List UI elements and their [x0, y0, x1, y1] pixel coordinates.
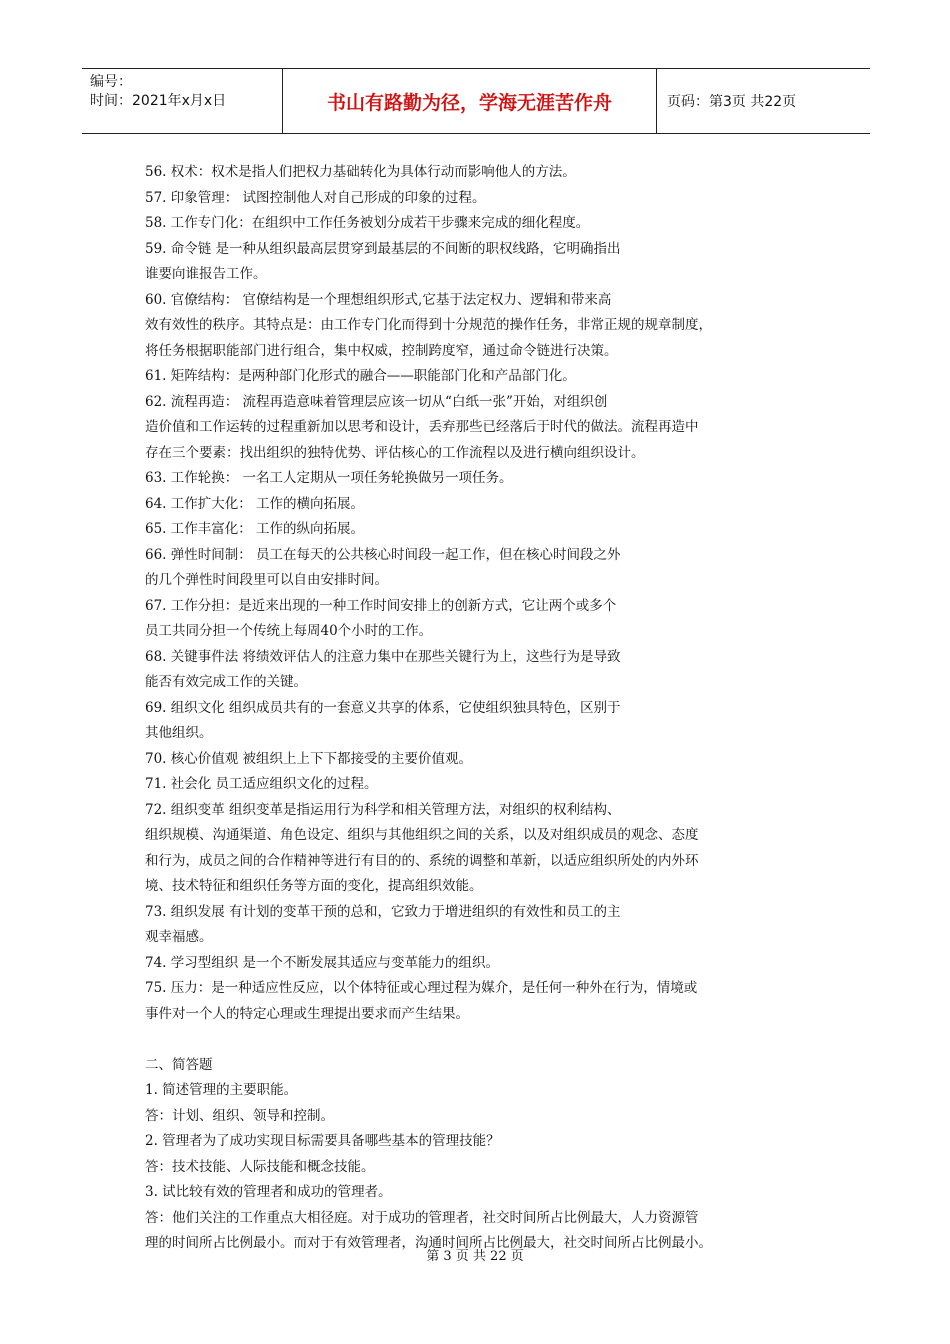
text-line: 73. 组织发展 有计划的变革干预的总和，它致力于增进组织的有效性和员工的主: [145, 903, 621, 920]
text-line: 存在三个要素：找出组织的独特优势、评估核心的工作流程以及进行横向组织设计。: [145, 444, 645, 461]
text-line: 二、简答题: [145, 1056, 213, 1073]
text-line: 事件对一个人的特定心理或生理提出要求而产生结果。: [145, 1005, 469, 1022]
text-line: 62. 流程再造： 流程再造意味着管理层应该一切从“白纸一张”开始，对组织创: [145, 393, 608, 410]
text-line: 65. 工作丰富化： 工作的纵向拓展。: [145, 521, 365, 537]
text-line: 造价值和工作运转的过程重新加以思考和设计，丢弃那些已经落后于时代的做法。流程再造中: [145, 419, 699, 435]
document-date-label: 时间：2021年x月x日: [90, 93, 227, 109]
page-footer: 第 3 页 共 22 页: [426, 1249, 524, 1264]
text-line: 和行为，成员之间的合作精神等进行有目的的、系统的调整和革新，以适应组织所处的内外环: [145, 852, 699, 869]
text-line: 1. 简述管理的主要职能。: [145, 1082, 298, 1098]
text-line: 66. 弹性时间制： 员工在每天的公共核心时间段一起工作，但在核心时间段之外: [145, 546, 621, 563]
text-line: 67. 工作分担：是近来出现的一种工作时间安排上的创新方式，它让两个或多个: [145, 597, 617, 614]
page-header: [82, 68, 870, 134]
text-line: 将任务根据职能部门进行组合，集中权威，控制跨度窄，通过命令链进行决策。: [145, 342, 618, 359]
text-line: 境、技术特征和组织任务等方面的变化，提高组织效能。: [145, 878, 483, 894]
document-code-label: 编号：: [90, 74, 132, 90]
text-line: 答：他们关注的工作重点大相径庭。对于成功的管理者，社交时间所占比例最大，人力资源管: [145, 1209, 699, 1226]
header-meta: [82, 69, 283, 133]
text-line: 70. 核心价值观 被组织上上下下都接受的主要价值观。: [145, 750, 473, 767]
text-line: 56. 权术：权术是指人们把权力基础转化为具体行动而影响他人的方法。: [145, 164, 576, 180]
text-line: 答：技术技能、人际技能和概念技能。: [145, 1158, 375, 1175]
document-body: [145, 160, 813, 1257]
text-line: 75. 压力：是一种适应性反应，以个体特征或心理过程为媒介，是任何一种外在行为，情境或: [145, 980, 698, 996]
text-line: 谁要向谁报告工作。: [145, 266, 267, 282]
text-line: 69. 组织文化 组织成员共有的一套意义共享的体系，它使组织独具特色，区别于: [145, 699, 621, 716]
text-line: 2. 管理者为了成功实现目标需要具备哪些基本的管理技能？: [145, 1133, 500, 1149]
text-line: 理的时间所占比例最小。而对于有效管理者，沟通时间所占比例最大，社交时间所占比例最小。: [145, 1235, 712, 1251]
text-line: 3. 试比较有效的管理者和成功的管理者。: [145, 1184, 392, 1200]
text-line: 60. 官僚结构： 官僚结构是一个理想组织形式,它基于法定权力、逻辑和带来高: [145, 291, 612, 308]
text-line: 72. 组织变革 组织变革是指运用行为科学和相关管理方法，对组织的权利结构、: [145, 801, 621, 818]
header-page-info: 页码：第3页 共22页: [667, 94, 797, 110]
text-line: 其他组织。: [145, 725, 213, 741]
text-line: 74. 学习型组织 是一个不断发展其适应与变革能力的组织。: [145, 954, 500, 971]
text-line: 64. 工作扩大化： 工作的横向拓展。: [145, 495, 365, 512]
text-line: 观幸福感。: [145, 929, 213, 945]
text-line: 员工共同分担一个传统上每周40个小时的工作。: [145, 623, 433, 639]
text-line: 的几个弹性时间段里可以自由安排时间。: [145, 572, 388, 588]
text-line: 组织规模、沟通渠道、角色设定、组织与其他组织之间的关系，以及对组织成员的观念、态度: [145, 827, 699, 843]
text-line: 能否有效完成工作的关键。: [145, 674, 307, 690]
text-line: 答：计划、组织、领导和控制。: [145, 1107, 334, 1124]
blank-line: [145, 1027, 813, 1053]
text-line: 59. 命令链 是一种从组织最高层贯穿到最基层的不间断的职权线路，它明确指出: [145, 240, 621, 257]
text-line: 61. 矩阵结构：是两种部门化形式的融合——职能部门化和产品部门化。: [145, 368, 576, 384]
text-line: 63. 工作轮换： 一名工人定期从一项任务轮换做另一项任务。: [145, 470, 513, 486]
text-line: 58. 工作专门化：在组织中工作任务被划分成若干步骤来完成的细化程度。: [145, 215, 590, 231]
text-line: 效有效性的秩序。其特点是：由工作专门化而得到十分规范的操作任务，非常正规的规章制度，: [145, 317, 712, 333]
text-line: 57. 印象管理： 试图控制他人对自己形成的印象的过程。: [145, 189, 486, 206]
header-motto: 书山有路勤为径，学海无涯苦作舟: [283, 69, 657, 133]
text-line: 68. 关键事件法 将绩效评估人的注意力集中在那些关键行为上，这些行为是导致: [145, 648, 621, 665]
text-line: 71. 社会化 员工适应组织文化的过程。: [145, 776, 378, 792]
